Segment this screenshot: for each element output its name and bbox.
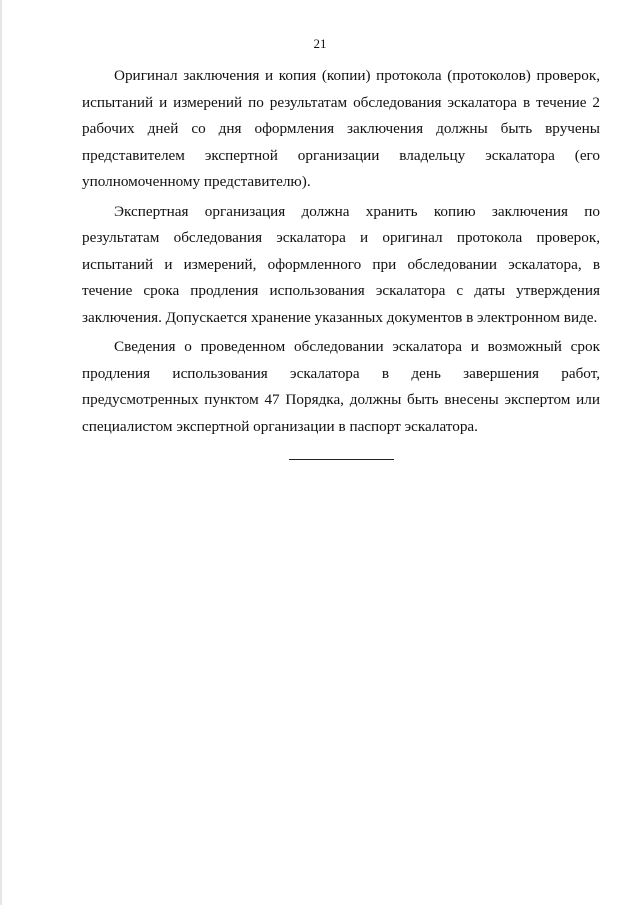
page-number: 21 (313, 36, 327, 51)
paragraph-delivery-of-conclusion: Оригинал заключения и копия (копии) протокола (протоколов) проверок, испытаний и измерений по результатам обследования эскалатора в течение 2 рабочих дней со дня оформления заключения должны быть вручены представителем экспертной организации владельцу эскалатора (его уполномоченному представителю). (82, 67, 600, 190)
paragraph-storage-of-copies: Экспертная организация должна хранить копию заключения по результатам обследования эскалатора и оригинал протокола проверок, испытаний и измерений, оформленного при обследовании эскалатора, в течение срока продления использования эскалатора с даты утверждения заключения. Допускается хранение указанных документов в электронном виде. (82, 202, 600, 326)
page-edge-shadow (0, 0, 2, 905)
paragraph-passport-records: Сведения о проведенном обследовании эскалатора и возможный срок продления использования эскалатора в день завершения работ, предусмотренных пунктом 47 Порядка, должны быть внесены экспертом или специалистом экспертной организации в паспорт эскалатора. (82, 338, 600, 435)
document-body (82, 63, 600, 443)
end-of-document-rule (289, 459, 394, 460)
